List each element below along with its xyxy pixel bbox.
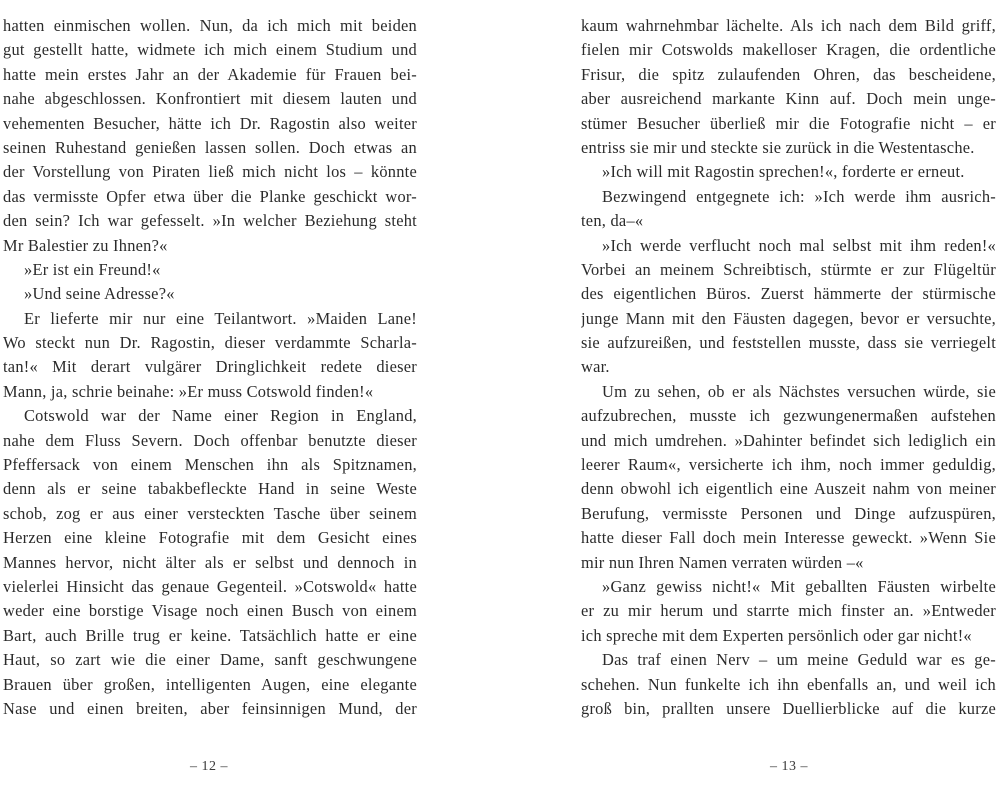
- text-line: entriss sie mir und steckte sie zurück in die Westentasche.: [581, 137, 975, 157]
- text-line: fielen mir Cotswolds makelloser Kragen, die ordentliche: [581, 40, 996, 60]
- right-page: [581, 14, 996, 721]
- text-line: nahe abgeschlossen. Konfrontiert mit diesem lauten und: [3, 89, 417, 109]
- text-line: vielerlei Hinsicht das genaue Gegenteil. »Cotswold« hatte: [3, 576, 417, 596]
- text-line: hatte mein erstes Jahr an der Akademie für Frauen bei-: [3, 64, 417, 84]
- text-line: aber ausreichend markante Kinn auf. Doch mein unge-: [581, 89, 996, 109]
- text-line: ich spreche mit dem Experten persönlich oder gar nicht!«: [581, 625, 972, 645]
- text-line: Bezwingend entgegnete ich: »Ich werde ihm ausrich-: [602, 186, 996, 206]
- text-line: junge Mann mit den Fäusten dagegen, bevor er versuchte,: [581, 308, 996, 328]
- text-line: Cotswold war der Name einer Region in England,: [24, 406, 417, 426]
- text-line: groß bin, prallten unsere Duellierblicke auf die kurze: [581, 698, 996, 718]
- text-line: vehementen Besucher, hätte ich Dr. Ragostin also weiter: [3, 113, 417, 133]
- text-line: stümer Besucher überließ mir die Fotografie nicht – er: [581, 113, 996, 133]
- text-line: das vermisste Opfer etwa über die Planke geschickt wor-: [3, 186, 417, 206]
- text-line: und mich umdrehen. »Dahinter befindet sich lediglich ein: [581, 430, 996, 450]
- text-line: Bart, auch Brille trug er keine. Tatsächlich hatte er eine: [3, 625, 417, 645]
- text-line: Berufung, vermisste Personen und Dinge aufzuspüren,: [581, 503, 996, 523]
- text-line: nahe dem Fluss Severn. Doch offenbar benutzte dieser: [3, 430, 417, 450]
- left-page-number: – 12 –: [190, 759, 228, 774]
- text-line: er zu mir herum und starrte mich finster an. »Entweder: [581, 601, 996, 621]
- text-line: Mann, ja, schrie beinahe: »Er muss Cotswold finden!«: [3, 381, 374, 401]
- text-line: Herzen eine kleine Fotografie mit dem Gesicht eines: [3, 528, 417, 548]
- text-line: aufzubrechen, musste ich gezwungenermaßen aufstehen: [581, 406, 996, 426]
- text-line: »Und seine Adresse?«: [24, 284, 175, 304]
- text-line: »Ganz gewiss nicht!« Mit geballten Fäusten wirbelte: [602, 576, 996, 596]
- text-line: Haut, so zart wie die einer Dame, sanft geschwungene: [3, 650, 417, 670]
- text-line: Um zu sehen, ob er als Nächstes versuchen würde, sie: [602, 381, 996, 401]
- text-line: Brauen über großen, intelligenten Augen, eine elegante: [3, 674, 417, 694]
- text-line: hatten einmischen wollen. Nun, da ich mich mit beiden: [3, 16, 417, 35]
- text-line: »Ich werde verflucht noch mal selbst mit ihm reden!«: [602, 235, 996, 255]
- right-page-number: – 13 –: [770, 759, 808, 774]
- text-line: Mr Balestier zu Ihnen?«: [3, 235, 168, 255]
- text-line: Pfeffersack von einem Menschen ihn als Spitznamen,: [3, 455, 417, 475]
- text-line: Frisur, die spitz zulaufenden Ohren, das bescheidene,: [581, 64, 996, 84]
- text-line: ten, da–«: [581, 211, 644, 231]
- text-line: seinen Ruhestand genießen lassen sollen. Doch etwas an: [3, 137, 417, 157]
- text-line: Vorbei an meinem Schreibtisch, stürmte er zur Flügeltür: [581, 259, 996, 279]
- text-line: mir nun Ihren Namen verraten würden –«: [581, 552, 864, 572]
- text-line: Nase und einen breiten, aber feinsinnigen Mund, der: [3, 698, 417, 718]
- text-line: war.: [581, 357, 610, 377]
- text-line: Das traf einen Nerv – um meine Geduld war es ge-: [602, 650, 996, 670]
- text-line: weder eine borstige Visage noch einen Busch von einem: [3, 601, 417, 621]
- text-line: des eigentlichen Büros. Zuerst hämmerte der stürmische: [581, 284, 996, 304]
- text-line: der Vorstellung von Piraten ließ mich nicht los – könnte: [3, 162, 417, 182]
- text-line: schob, zog er aus einer versteckten Tasche über seinem: [3, 503, 417, 523]
- text-line: tan!« Mit derart vulgärer Dringlichkeit redete dieser: [3, 357, 417, 377]
- text-line: den sein? Ich war gefesselt. »In welcher Beziehung steht: [3, 211, 417, 231]
- text-line: hatte dieser Fall doch mein Interesse geweckt. »Wenn Sie: [581, 528, 996, 548]
- text-line: denn als er seine tabakbefleckte Hand in seine Weste: [3, 479, 417, 499]
- text-line: schehen. Nun funkelte ich ihn ebenfalls an, und weil ich: [581, 674, 996, 694]
- text-line: »Ich will mit Ragostin sprechen!«, forderte er erneut.: [602, 162, 965, 182]
- text-line: Er lieferte mir nur eine Teilantwort. »Maiden Lane!: [24, 308, 417, 328]
- left-page: [3, 14, 417, 721]
- text-line: denn obwohl ich eigentlich eine Auszeit nahm von meiner: [581, 479, 996, 499]
- text-line: Wo steckt nun Dr. Ragostin, dieser verdammte Scharla-: [3, 333, 417, 353]
- text-line: Mannes hervor, nicht älter als er selbst und dennoch in: [3, 552, 417, 572]
- text-line: kaum wahrnehmbar lächelte. Als ich nach dem Bild griff,: [581, 16, 996, 35]
- text-line: leerer Raum«, versicherte ich ihm, noch immer geduldig,: [581, 455, 996, 475]
- text-line: sie aufzureißen, und feststellen musste, dass sie verriegelt: [581, 333, 996, 353]
- text-line: gut gestellt hatte, widmete ich mich einem Studium und: [3, 40, 417, 60]
- text-line: »Er ist ein Freund!«: [24, 259, 161, 279]
